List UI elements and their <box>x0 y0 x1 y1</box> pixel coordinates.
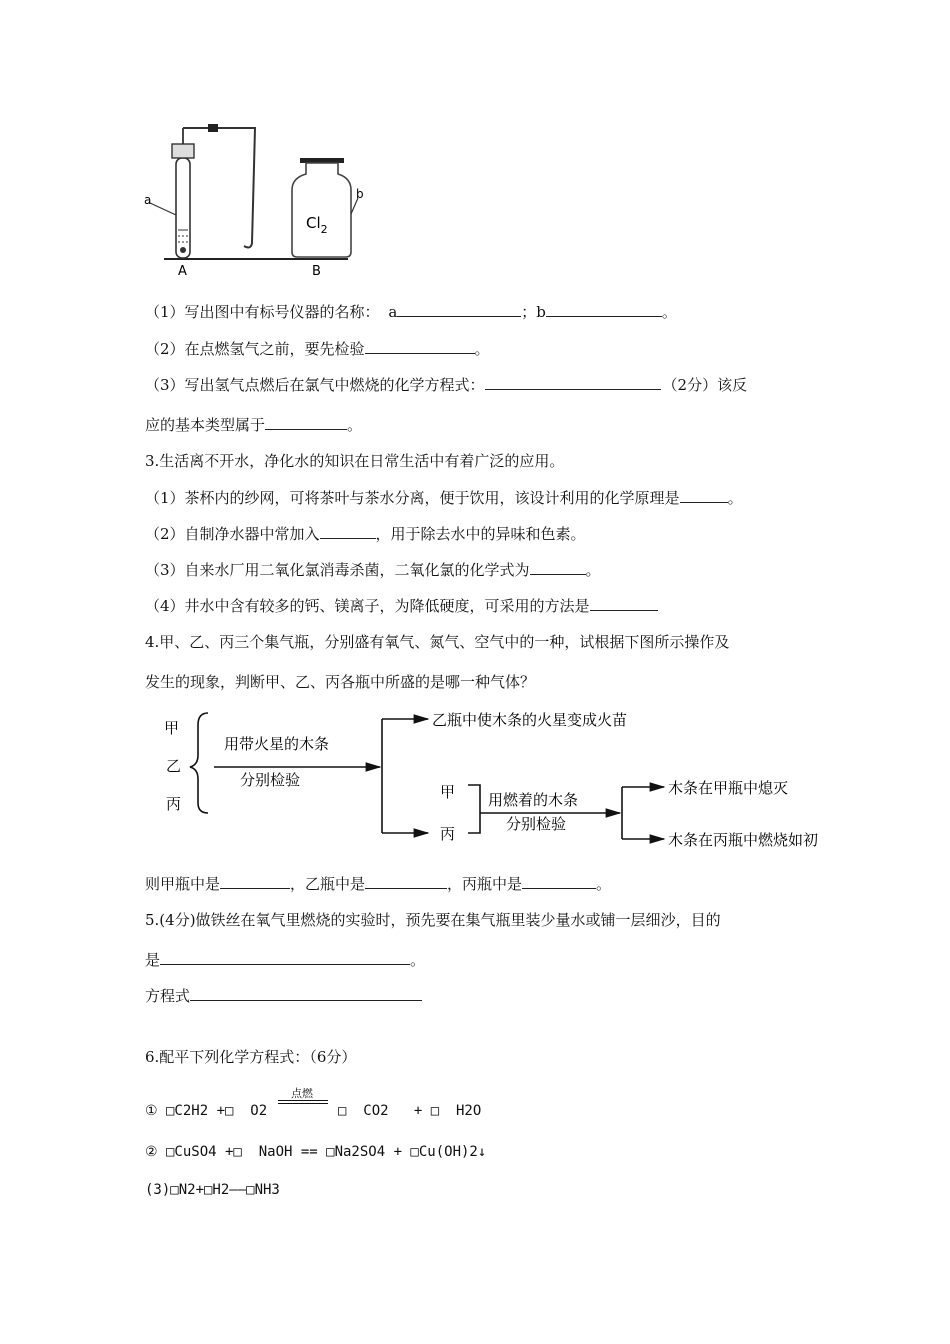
q3-part3-text: （3）自来水厂用二氧化氯消毒杀菌，二氧化氯的化学式为 <box>145 561 530 579</box>
flow-result-jia: 木条在甲瓶中熄灭 <box>668 779 789 797</box>
blank <box>160 950 410 965</box>
flow-diagram <box>150 705 880 870</box>
brace-1 <box>190 713 208 813</box>
q3-title: 3.生活离不开水，净化水的知识在日常生活中有着广泛的应用。 <box>145 452 565 470</box>
q3-part3 <box>145 560 601 580</box>
q6-eq1-condition: 点燃 <box>291 1087 313 1100</box>
gas-formula: $Cl_2$ <box>306 214 328 236</box>
flow-yi: 乙 <box>166 757 182 775</box>
q4-answer-yi: ，乙瓶中是 <box>290 875 366 893</box>
q2-part3-cont-text: 应的基本类型属于 <box>145 416 266 434</box>
blank <box>680 488 728 503</box>
flow-result-bing: 木条在丙瓶中燃烧如初 <box>668 831 819 849</box>
flow-step2-bottom: 分别检验 <box>506 815 567 833</box>
q6-eq2 <box>145 1142 486 1162</box>
q2-part3-end: 。 <box>347 416 363 434</box>
q2-part3-cont <box>145 415 362 435</box>
label-a: a <box>144 193 152 207</box>
q4-answer-bing: ，丙瓶中是 <box>447 875 523 893</box>
q4-answer-jia: 则甲瓶中是 <box>145 875 221 893</box>
blank <box>320 524 376 539</box>
q2-part1-text: （1）写出图中有标号仪器的名称： <box>145 303 380 321</box>
q4-answer-end: 。 <box>596 875 612 893</box>
flow-step2-top: 用燃着的木条 <box>488 791 579 809</box>
q6-eq1 <box>145 1101 267 1121</box>
flow-jia: 甲 <box>164 719 180 737</box>
q2-part2-text: （2）在点燃氢气之前，要先检验 <box>145 340 365 358</box>
q2-part3-text: （3）写出氢气点燃后在氯气中燃烧的化学方程式： <box>145 376 485 394</box>
q6-eq1-double-line <box>278 1100 328 1104</box>
blank <box>485 375 661 390</box>
q5-line1: 5.(4分)做铁丝在氧气里燃烧的实验时，预先要在集气瓶里装少量水或铺一层细沙，目的 <box>145 911 721 929</box>
q3-part2 <box>145 524 586 544</box>
flow-jia-2: 甲 <box>440 783 456 801</box>
blank <box>397 302 521 317</box>
q3-part3-end: 。 <box>585 561 601 579</box>
q3-part1-end: 。 <box>727 489 743 507</box>
q2-part1 <box>145 302 677 322</box>
q2-part1-sep: ；b <box>521 303 546 321</box>
q5-line3-text: 方程式 <box>145 987 191 1005</box>
blank <box>590 596 658 611</box>
apparatus-figure <box>140 118 370 282</box>
q3-part4-text: （4）井水中含有较多的钙、镁离子，为降低硬度，可采用的方法是 <box>145 597 590 615</box>
q6-eq1-num: ① <box>145 1103 158 1119</box>
flow-bing: 丙 <box>166 795 182 813</box>
down-arrow-icon: ↓ <box>477 1144 487 1160</box>
q6-eq2-text: □CuSO4 +□ NaOH == □Na2SO4 + □Cu(OH)2 <box>166 1144 478 1160</box>
q3-part1 <box>145 488 743 508</box>
q3-part2-suffix: ，用于除去水中的异味和色素。 <box>375 525 586 543</box>
blank <box>530 560 586 575</box>
q5-line3 <box>145 986 422 1006</box>
q3-part4 <box>145 596 658 616</box>
q3-part1-text: （1）茶杯内的纱网，可将茶叶与茶水分离，便于饮用，该设计利用的化学原理是 <box>145 489 680 507</box>
q2-part2 <box>145 339 490 359</box>
q4-answer <box>145 874 611 894</box>
flow-step1-top: 用带火星的木条 <box>224 735 330 753</box>
flow-bing-2: 丙 <box>440 825 456 843</box>
q2-part3-score: （2分）该反 <box>662 376 748 394</box>
q6-eq3: (3)□N2+□H2——□NH3 <box>145 1182 280 1198</box>
flow-step1-bottom: 分别检验 <box>240 771 301 789</box>
q4-line2: 发生的现象，判断甲、乙、丙各瓶中所盛的是哪一种气体？ <box>145 673 536 691</box>
blank <box>522 874 596 889</box>
q3-part2-text: （2）自制净水器中常加入 <box>145 525 320 543</box>
flow-result-yi: 乙瓶中使木条的火星变成火苗 <box>432 711 628 729</box>
q5-line2-text: 是 <box>145 951 161 969</box>
gas-bottle <box>292 163 351 257</box>
q6-eq1-left: □C2H2 +□ O2 <box>166 1103 268 1119</box>
blank <box>365 874 447 889</box>
q2-part1-end: 。 <box>661 303 677 321</box>
blank <box>220 874 290 889</box>
stopper <box>172 144 194 158</box>
blank <box>190 986 422 1001</box>
test-tube <box>176 158 190 258</box>
q6-title: 6.配平下列化学方程式：（6分） <box>145 1048 357 1066</box>
q2-part1-a: a <box>388 303 398 321</box>
blank <box>265 415 347 430</box>
label-b: b <box>356 187 364 201</box>
q2-part3 <box>145 375 747 395</box>
label-A: A <box>178 264 187 279</box>
q4-line1: 4.甲、乙、丙三个集气瓶，分别盛有氧气、氮气、空气中的一种，试根据下图所示操作及 <box>145 633 730 651</box>
q2-part2-end: 。 <box>474 340 490 358</box>
q6-eq1-right: □ CO2 + □ H2O <box>338 1103 482 1119</box>
blank <box>546 302 662 317</box>
q6-eq2-num: ② <box>145 1144 158 1160</box>
q5-line2-end: 。 <box>410 951 426 969</box>
q5-line2 <box>145 950 425 970</box>
blank <box>365 339 475 354</box>
brace-2 <box>468 785 480 833</box>
label-B: B <box>312 264 321 279</box>
